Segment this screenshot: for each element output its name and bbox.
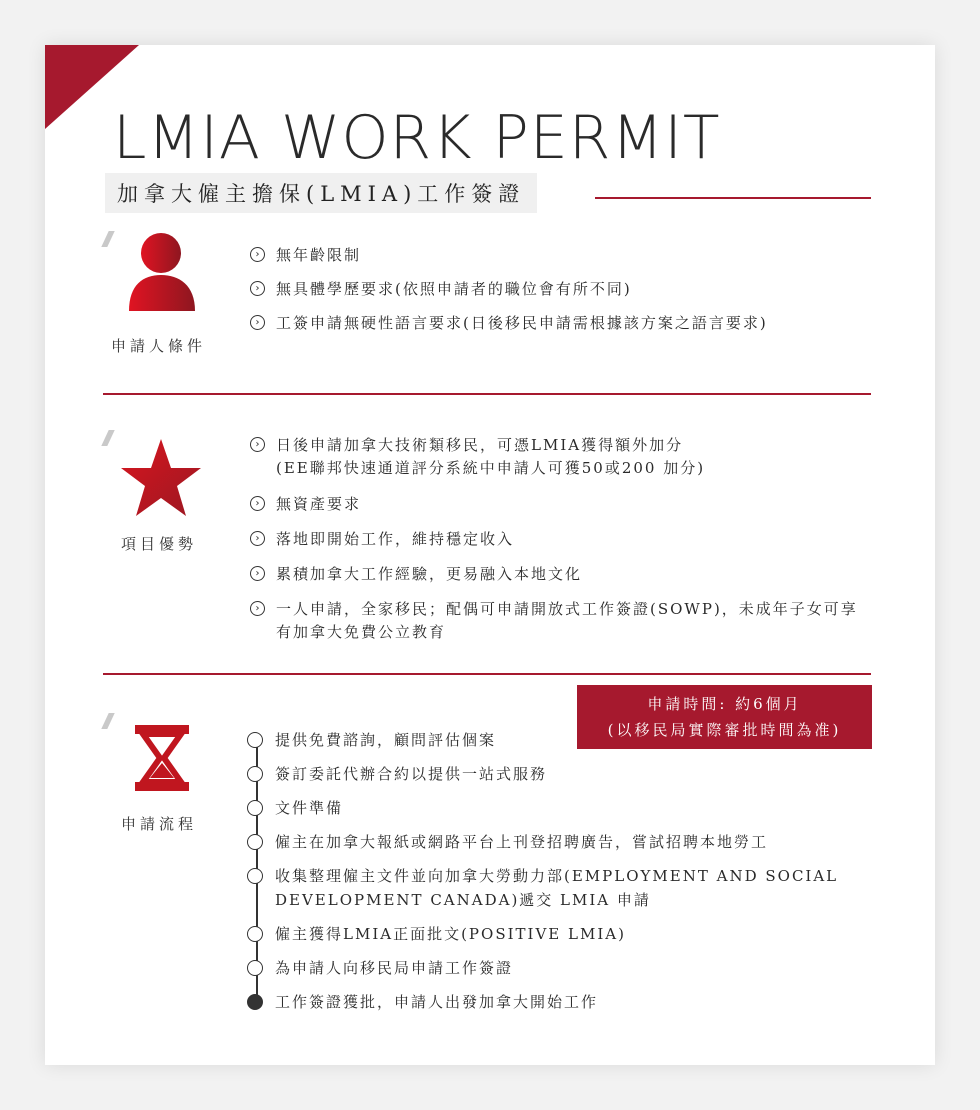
processing-time-box xyxy=(577,685,872,749)
chevron-right-icon: › xyxy=(250,496,265,511)
step-dot xyxy=(247,868,263,884)
chevron-right-icon: › xyxy=(250,247,265,262)
person-icon xyxy=(125,231,205,313)
subtitle-rule xyxy=(595,197,871,199)
chevron-right-icon: › xyxy=(250,315,265,330)
processing-time: 申請時間: 約6個月 xyxy=(647,695,802,713)
step-dot-final xyxy=(247,994,263,1010)
page-subtitle: 加拿大僱主擔保(LMIA)工作簽證 xyxy=(105,173,537,213)
section-label-process: 申請流程 xyxy=(121,815,198,833)
hourglass-icon xyxy=(133,723,191,793)
chevron-right-icon: › xyxy=(250,437,265,452)
section-divider xyxy=(103,673,871,675)
section-label-applicant: 申請人條件 xyxy=(111,337,207,355)
processing-time-note: (以移民局實際審批時間為准) xyxy=(607,721,842,739)
chevron-right-icon: › xyxy=(250,566,265,581)
step-dot xyxy=(247,766,263,782)
section-tick xyxy=(101,713,114,729)
step-dot xyxy=(247,926,263,942)
chevron-right-icon: › xyxy=(250,281,265,296)
info-card: LMIA WORK PERMIT 加拿大僱主擔保(LMIA)工作簽證 申請人條件 › 無年齡限制 › 無具體學歷要求(依照申請者的職位會有所不同) › 工簽申請無硬性語言要求(日後移民申請需根據該方案之語言要求) 項目優勢 › 日後申請加拿大技術類移民，可憑LMIA獲得額外加分 (EE聯邦快速通道評分系統中申請人可獲50或200 加分) › 無資產要求 › 落地即開始工作，維持穩定收入 › 累積加拿大工作經驗，更易融入本地文化 › 一人申請，全家移民；配偶可申請開放式工作簽證(SOWP)，未成年子女可享 有加拿大免費公立教育 申請時間: 約6個月 (以移民局實際審批時間為准) 申請流程 提供免費諮詢，顧問評估個案 簽訂委託代辦合約以提供一站式服務 文件準備 僱主在加拿大報紙或網路平台上刊登招聘廣告，嘗試招聘本地勞工 收集整理僱主文件並向加拿大勞動力部(EMPLOYMENT AND SOCIAL DEVELOPMENT CANADA)遞交 LMIA 申請 僱主獲得LMIA正面批文(POSITIVE LMIA) 為申請人向移民局申請工作簽證 工作簽證獲批，申請人出發加拿大開始工作 xyxy=(45,45,935,1065)
section-divider xyxy=(103,393,871,395)
chevron-right-icon: › xyxy=(250,601,265,616)
section-tick xyxy=(101,231,114,247)
section-label-advantages: 項目優勢 xyxy=(121,535,198,553)
star-icon xyxy=(119,437,203,519)
step-dot xyxy=(247,834,263,850)
chevron-right-icon: › xyxy=(250,531,265,546)
page-title: LMIA WORK PERMIT xyxy=(113,103,721,173)
section-tick xyxy=(101,430,114,446)
step-dot xyxy=(247,960,263,976)
step-dot xyxy=(247,800,263,816)
step-dot xyxy=(247,732,263,748)
